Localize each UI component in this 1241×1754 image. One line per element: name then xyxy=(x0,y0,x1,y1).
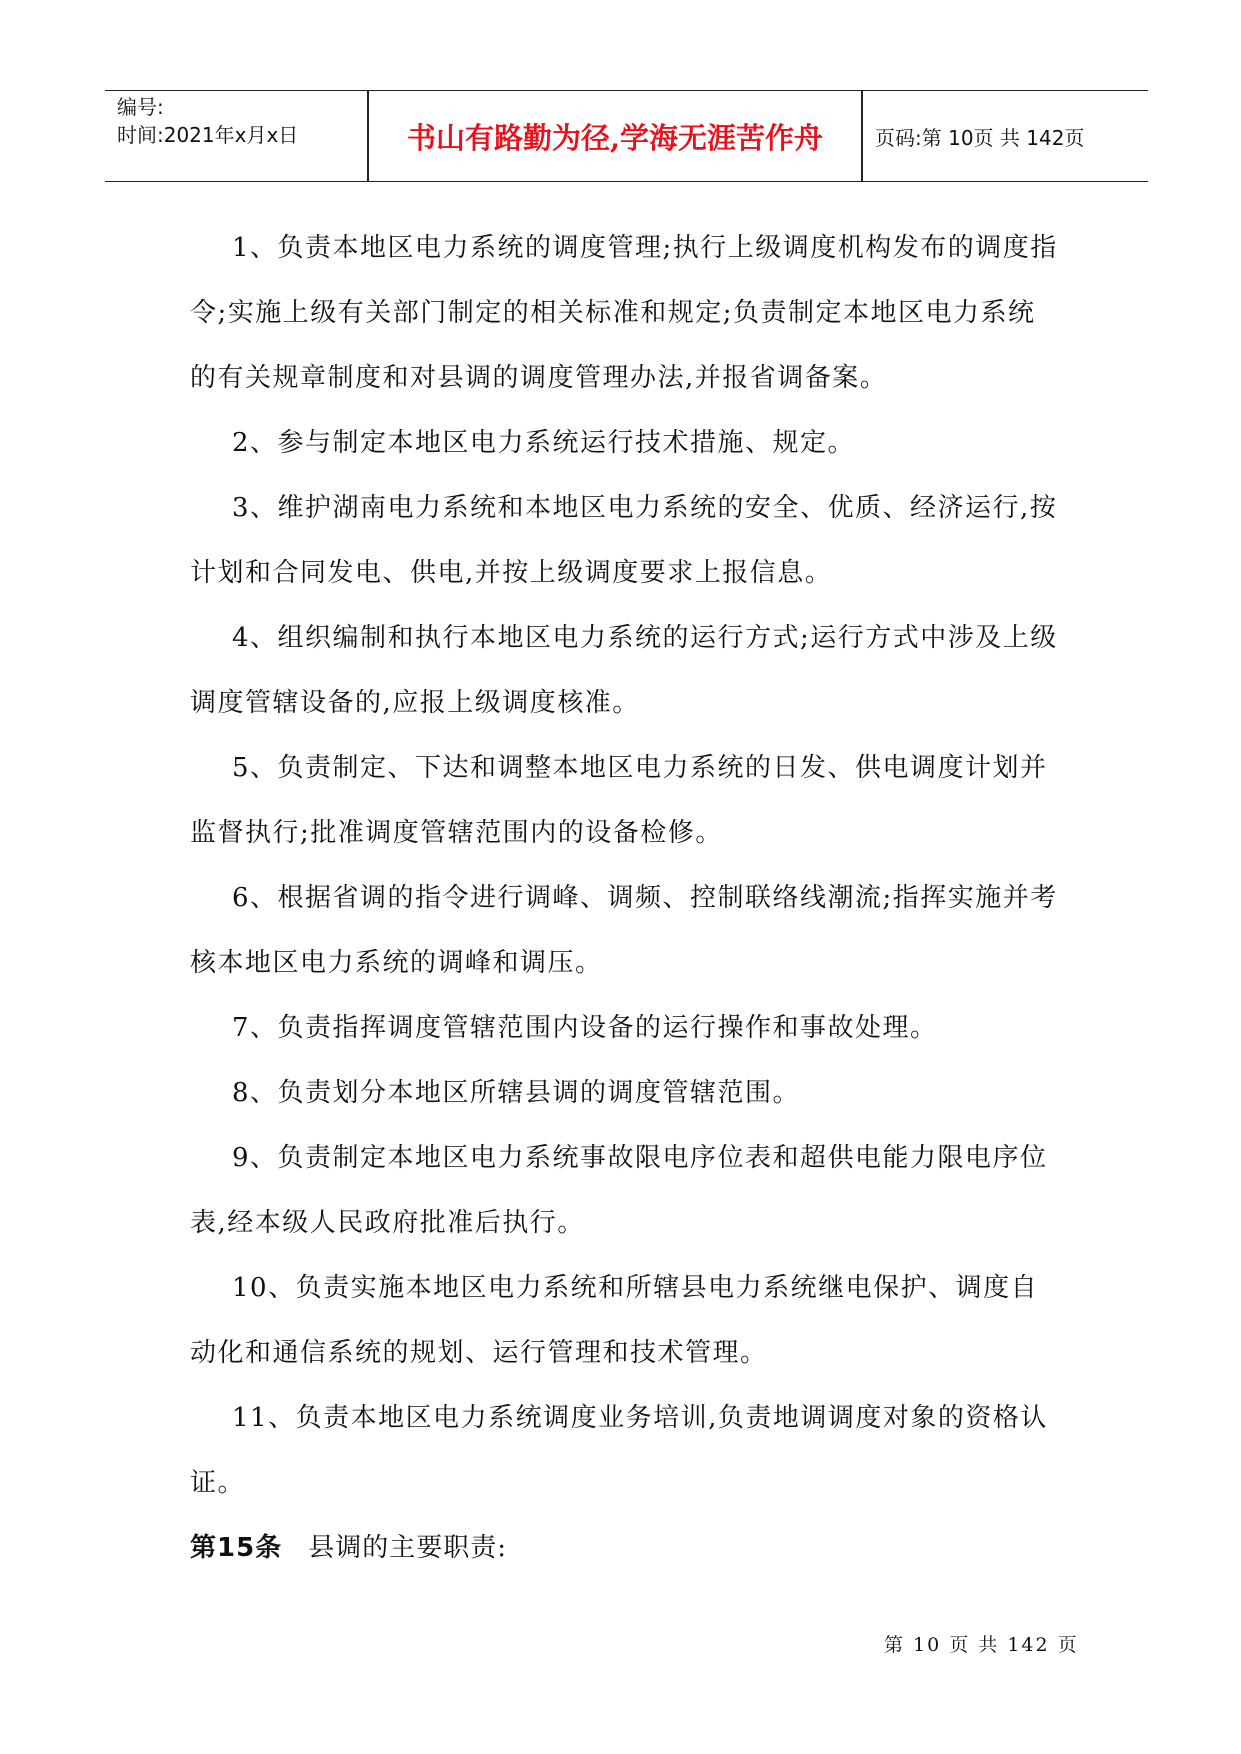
page-header xyxy=(105,90,1148,182)
article-text: 县调的主要职责: xyxy=(308,1533,507,1563)
code-label: 编号: xyxy=(117,95,164,119)
time-label: 时间:2021年x月x日 xyxy=(117,123,299,147)
header-meta xyxy=(117,93,298,149)
paragraph: 1、负责本地区电力系统的调度管理;执行上级调度机构发布的调度指令;实施上级有关部门制定的相关标准和规定;负责制定本地区电力系统的有关规章制度和对县调的调度管理办法,并报省调备案。 xyxy=(190,233,1058,393)
paragraph: 8、负责划分本地区所辖县调的调度管辖范围。 xyxy=(232,1078,801,1108)
paragraph: 6、根据省调的指令进行调峰、调频、控制联络线潮流;指挥实施并考核本地区电力系统的调峰和调压。 xyxy=(190,883,1058,978)
page-footer: 第 10 页 共 142 页 xyxy=(884,1634,1079,1656)
article-number: 第15条 xyxy=(190,1533,283,1563)
paragraph: 9、负责制定本地区电力系统事故限电序位表和超供电能力限电序位表,经本级人民政府批准后执行。 xyxy=(190,1143,1048,1238)
paragraph: 10、负责实施本地区电力系统和所辖县电力系统继电保护、调度自动化和通信系统的规划、运行管理和技术管理。 xyxy=(190,1273,1039,1368)
header-motto: 书山有路勤为径,学海无涯苦作舟 xyxy=(406,120,824,155)
article-heading xyxy=(190,1516,1060,1581)
document-body xyxy=(190,216,1060,1581)
paragraph: 2、参与制定本地区电力系统运行技术措施、规定。 xyxy=(232,428,856,458)
paragraph: 4、组织编制和执行本地区电力系统的运行方式;运行方式中涉及上级调度管辖设备的,应报上级调度核准。 xyxy=(190,623,1058,718)
header-page-label: 页码:第 10页 共 142页 xyxy=(875,125,1085,150)
paragraph: 5、负责制定、下达和调整本地区电力系统的日发、供电调度计划并监督执行;批准调度管辖范围内的设备检修。 xyxy=(190,753,1048,848)
header-divider xyxy=(861,91,863,181)
paragraph: 7、负责指挥调度管辖范围内设备的运行操作和事故处理。 xyxy=(232,1013,938,1043)
paragraph: 11、负责本地区电力系统调度业务培训,负责地调调度对象的资格认证。 xyxy=(190,1403,1048,1498)
paragraph: 3、维护湖南电力系统和本地区电力系统的安全、优质、经济运行,按计划和合同发电、供电,并按上级调度要求上报信息。 xyxy=(190,493,1058,588)
